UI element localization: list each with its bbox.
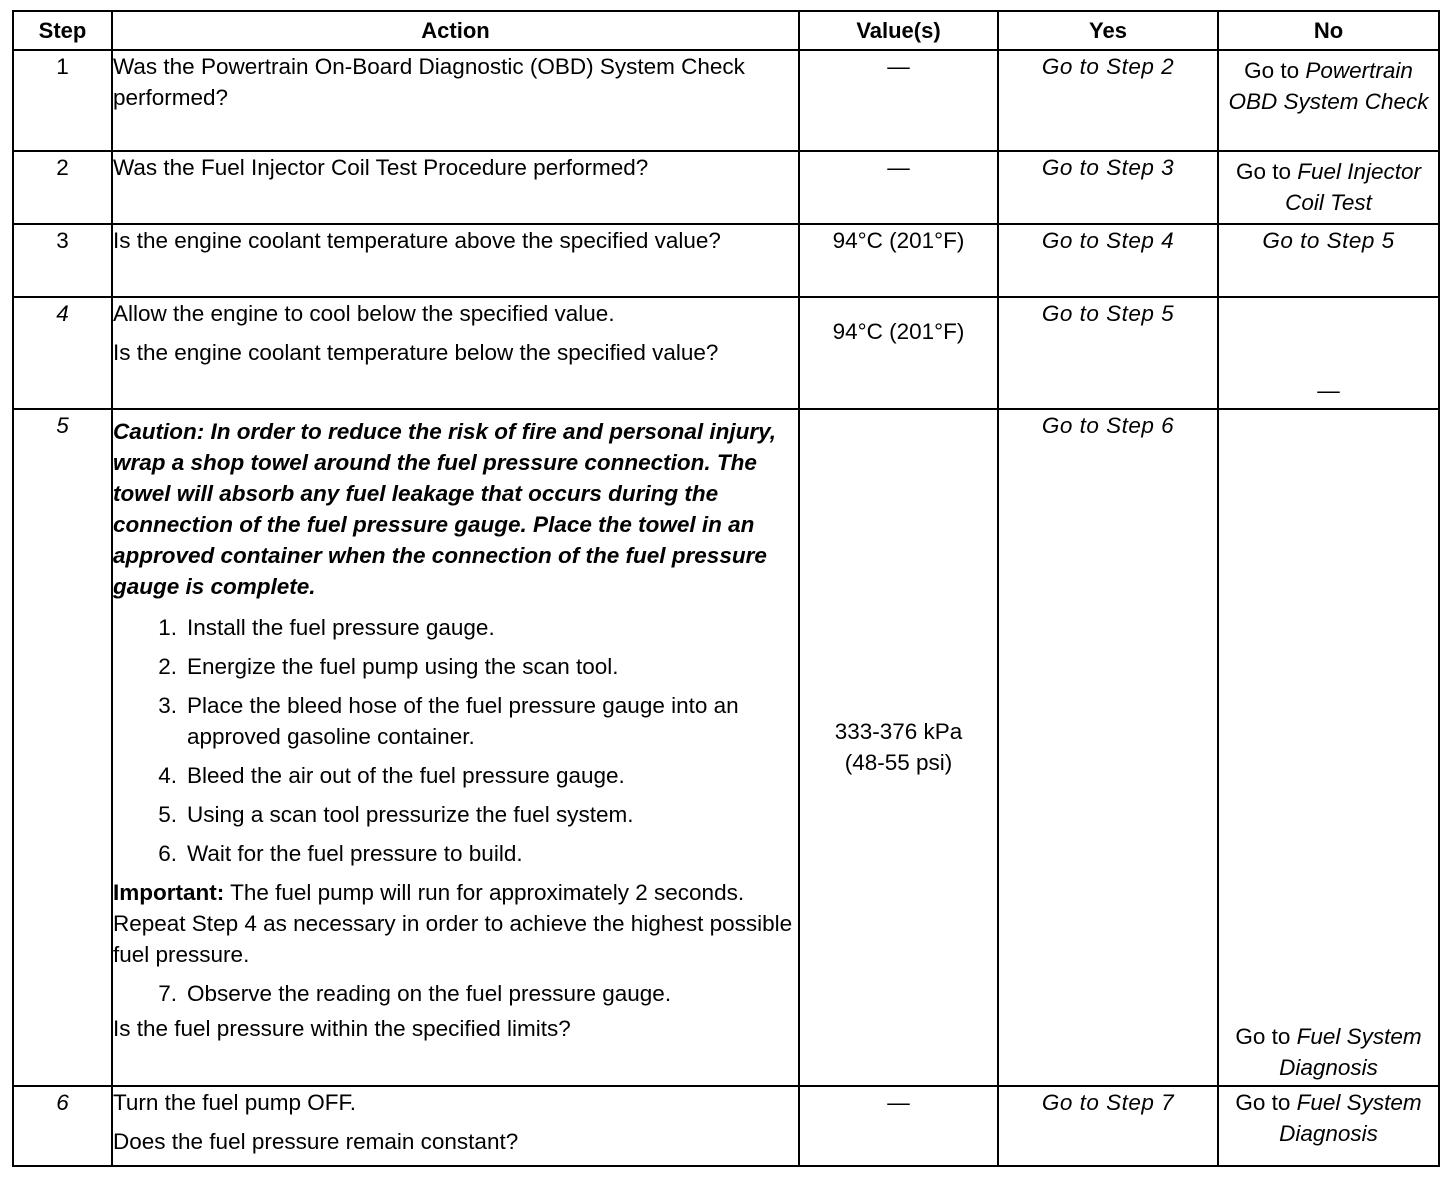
action-question: Is the engine coolant temperature below the specified value? [113, 339, 719, 365]
header-action: Action [112, 11, 799, 50]
no-prefix: Go to [1235, 1023, 1297, 1049]
action-cell [112, 409, 799, 1086]
list-item: 6. Wait for the fuel pressure to build. [158, 840, 523, 866]
important-label: Important: [113, 879, 225, 905]
action-cell [112, 297, 799, 409]
yes-cell: Go to Step 3 [998, 151, 1218, 224]
list-item: 2. Energize the fuel pump using the scan tool. [158, 653, 619, 679]
action-text: Was the Fuel Injector Coil Test Procedure performed? [112, 151, 799, 224]
header-value: Value(s) [799, 11, 998, 50]
no-prefix: Go to [1235, 159, 1298, 185]
no-cell [1218, 151, 1439, 224]
diagnostic-table [12, 10, 1440, 1167]
no-cell: Go to Step 5 [1218, 224, 1439, 296]
yes-cell: Go to Step 4 [998, 224, 1218, 296]
step-number: 3 [13, 224, 112, 296]
step-number: 4 [13, 297, 112, 409]
action-text: Was the Powertrain On-Board Diagnostic (OBD) System Check performed? [112, 50, 799, 151]
list-item: 4. Bleed the air out of the fuel pressure gauge. [158, 762, 625, 788]
important-note [113, 877, 798, 970]
action-question: Does the fuel pressure remain constant? [113, 1128, 519, 1154]
no-reference: Fuel Injector Coil Test [1285, 159, 1422, 216]
step-number: 2 [13, 151, 112, 224]
table-row-step-1 [13, 50, 1439, 151]
yes-cell: Go to Step 7 [998, 1086, 1218, 1166]
value-cell: — [799, 1086, 998, 1166]
list-item: 1. Install the fuel pressure gauge. [158, 614, 495, 640]
value-cell: — [799, 50, 998, 151]
yes-cell: Go to Step 2 [998, 50, 1218, 151]
action-cell [112, 1086, 799, 1166]
no-reference: Fuel System Diagnosis [1279, 1089, 1422, 1146]
procedure-list-continued [113, 978, 798, 1009]
list-item: 7. Observe the reading on the fuel pressure gauge. [158, 980, 672, 1006]
no-cell [1218, 50, 1439, 151]
table-row-step-6 [13, 1086, 1439, 1166]
value-cell: 94°C (201°F) [799, 224, 998, 296]
step-number: 1 [13, 50, 112, 151]
no-cell [1218, 1086, 1439, 1166]
table-row-step-4 [13, 297, 1439, 409]
action-line: Allow the engine to cool below the specified value. [113, 300, 615, 326]
action-text: Is the engine coolant temperature above the specified value? [112, 224, 799, 296]
value-kpa: 333-376 kPa [834, 718, 963, 744]
caution-text: Caution: In order to reduce the risk of fire and personal injury, wrap a shop towel around the fuel pressure connection. The towel will absorb any fuel leakage that occurs during the connection of the fuel pressure gauge. Place the towel in an approved container when the connection of the fuel pressure gauge is complete. [113, 418, 777, 599]
no-reference: Fuel System Diagnosis [1279, 1023, 1422, 1080]
step-number: 6 [13, 1086, 112, 1166]
no-prefix: Go to [1235, 1089, 1297, 1115]
value-cell: — [799, 151, 998, 224]
yes-cell: Go to Step 5 [998, 297, 1218, 409]
header-no: No [1218, 11, 1439, 50]
table-row-step-5 [13, 409, 1439, 1086]
table-row-step-2 [13, 151, 1439, 224]
procedure-list [113, 612, 798, 869]
header-step: Step [13, 11, 112, 50]
action-question: Is the fuel pressure within the specified limits? [113, 1015, 571, 1041]
no-cell [1218, 409, 1439, 1086]
header-row [13, 11, 1439, 50]
yes-cell: Go to Step 6 [998, 409, 1218, 1086]
no-cell: — [1218, 297, 1439, 409]
no-reference: Powertrain OBD System Check [1228, 58, 1429, 114]
important-text: The fuel pump will run for approximately 2 seconds. Repeat Step 4 as necessary in order to achieve the highest possible fuel pressure. [113, 879, 793, 967]
header-yes: Yes [998, 11, 1218, 50]
value-psi: (48-55 psi) [844, 749, 953, 775]
table-row-step-3 [13, 224, 1439, 296]
value-cell: 94°C (201°F) [799, 297, 998, 409]
no-prefix: Go to [1244, 58, 1306, 83]
action-line: Turn the fuel pump OFF. [113, 1089, 357, 1115]
value-cell [799, 409, 998, 1086]
list-item: 3. Place the bleed hose of the fuel pressure gauge into an approved gasoline container. [158, 692, 739, 749]
step-number: 5 [13, 409, 112, 1086]
list-item: 5. Using a scan tool pressurize the fuel system. [158, 801, 634, 827]
